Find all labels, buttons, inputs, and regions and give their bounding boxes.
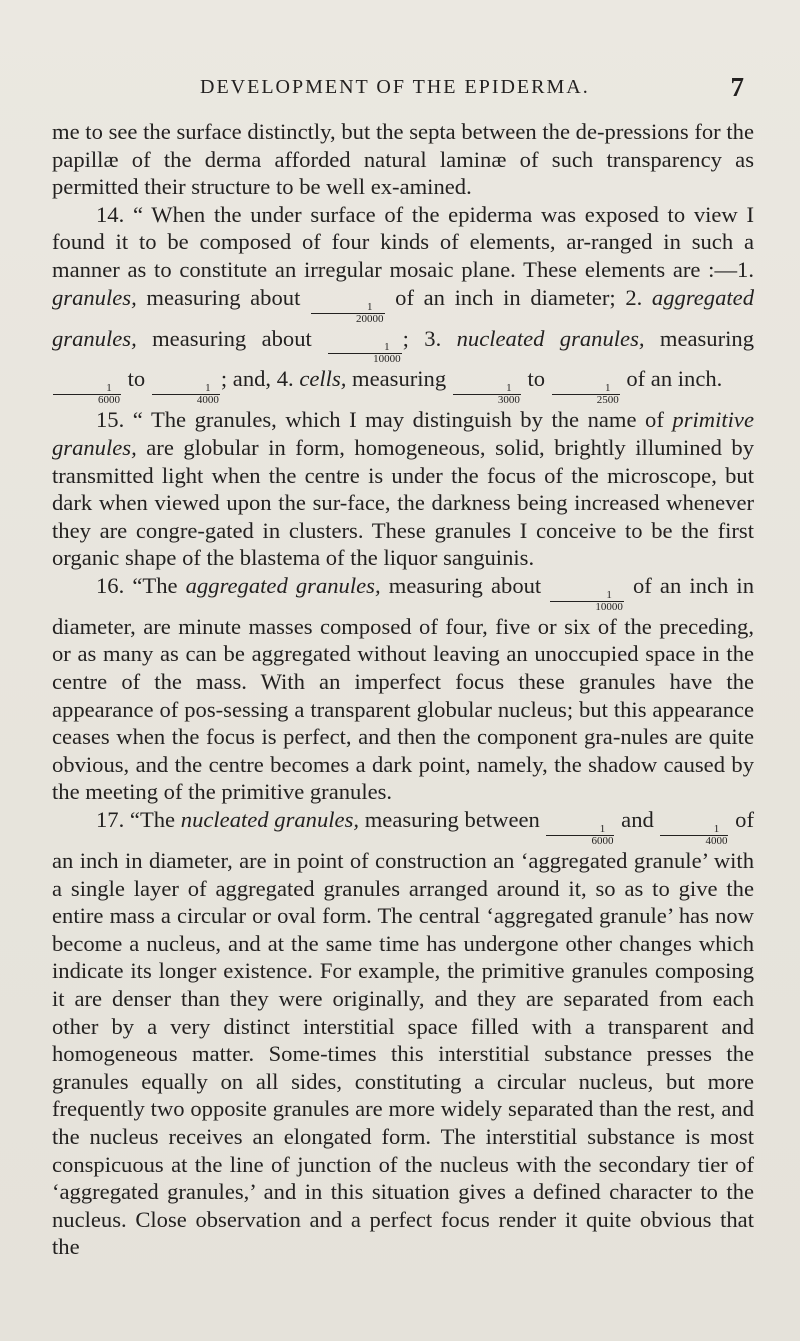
- fraction: [546, 824, 614, 847]
- paragraph-p16: [52, 572, 754, 806]
- fraction-denominator: 3000: [453, 394, 521, 406]
- fraction-numerator: 1: [205, 382, 211, 395]
- text-run: to: [122, 366, 151, 392]
- text-run: ; 3.: [402, 325, 457, 351]
- fraction: [152, 383, 220, 406]
- text-run: ; and, 4.: [220, 366, 300, 392]
- fraction-denominator: 4000: [152, 394, 220, 406]
- text-run: 17. “The: [96, 807, 181, 833]
- italic-term: granules,: [52, 284, 137, 310]
- running-header: [52, 72, 754, 110]
- fraction-numerator: 1: [599, 822, 606, 835]
- text-run: measuring between: [359, 807, 546, 833]
- fraction-numerator: 1: [604, 382, 611, 395]
- fraction-denominator: 6000: [53, 394, 121, 406]
- fraction-numerator: 1: [367, 300, 373, 313]
- text-run: of an inch in diameter, are in point of construction an ‘aggregated granule’ with a single layer of aggregated granules arranged around it, so as to give the entire mass a circular or oval form. The central ‘aggregated granule’ has now become a nucleus, and at the same time has undergone other changes which indicate its longer existence. For example, the primitive granules composing it are denser than they were originally, and they are separated from each other by a very distinct interstitial space filled with a transparent and homogeneous matter. Some-times this interstitial substance presses the granules equally on all sides, constituting a circular nucleus, but more frequently two opposite granules are more widely separated than the rest, and the nucleus receives an elongated form. The interstitial substance is most conspicuous at the line of junction of the nucleus with the secondary tier of ‘aggregated granules,’ and in this situation gives a defined character to the nucleus. Close observation and a perfect focus render it quite obvious that the: [52, 807, 754, 1260]
- fraction: [550, 590, 624, 613]
- fraction: [311, 302, 385, 325]
- paragraph-p15: [52, 406, 754, 572]
- italic-term: aggregated granules,: [185, 572, 381, 598]
- text-run: 16. “The: [96, 572, 186, 598]
- text-run: 14. “ When the under surface of the epiderma was exposed to view I found it to be composed of four kinds of elements, ar-ranged in such a manner as to constitute an irregular mosaic plane. These elements are :—1.: [52, 201, 754, 282]
- italic-term: primitive granules,: [52, 407, 754, 460]
- fraction-denominator: 10000: [550, 601, 624, 613]
- text-run: measuring: [644, 325, 754, 351]
- text-run: measuring: [346, 366, 452, 392]
- fraction-numerator: 1: [384, 341, 390, 354]
- fraction-denominator: 10000: [328, 353, 402, 365]
- text-run: measuring about: [136, 325, 328, 351]
- text-run: of an inch in diameter, are minute masses composed of four, five or six of the preceding, or as many as can be aggregated without leaving an unoccupied space in the centre of the mass. With an imperfect focus these granules have the appearance of pos-sessing a transparent globular nucleus; but this appearance ceases when the focus is perfect, and then the component gra-nules are quite obvious, and the centre becomes a dark point, namely, the shadow caused by the meeting of the primitive granules.: [52, 572, 754, 805]
- text-run: of an inch in diameter; 2.: [385, 284, 652, 310]
- fraction-numerator: 1: [106, 382, 112, 395]
- fraction: [328, 342, 402, 365]
- paragraph-p14: [52, 201, 754, 407]
- text-run: me to see the surface distinctly, but the septa between the de-pressions for the papillæ of the derma afforded natural laminæ of such transparency as permitted their structure to be well ex-amined.: [52, 119, 754, 200]
- text-run: 15. “ The granules, which I may distinguish by the name of: [96, 407, 673, 433]
- text-run: and: [615, 807, 660, 833]
- fraction: [53, 383, 121, 406]
- fraction-denominator: 4000: [660, 835, 728, 847]
- italic-term: nucleated granules,: [456, 325, 645, 351]
- page-number: 7: [730, 72, 746, 102]
- fraction-numerator: 1: [713, 822, 720, 835]
- text-run: of an inch.: [620, 366, 723, 392]
- fraction-denominator: 6000: [546, 835, 614, 847]
- fraction-denominator: 20000: [311, 313, 385, 325]
- italic-term: aggregated granules,: [52, 284, 754, 351]
- fraction: [552, 383, 620, 406]
- italic-term: nucleated granules,: [180, 807, 360, 833]
- italic-term: cells,: [299, 366, 347, 392]
- paragraph-p0: [52, 118, 754, 201]
- text-run: measuring about: [136, 284, 310, 310]
- running-title: DEVELOPMENT OF THE EPIDERMA.: [200, 76, 590, 98]
- text-run: measuring about: [380, 572, 550, 598]
- text-run: are globular in form, homogeneous, solid, brightly illumined by transmitted light when the centre is under the focus of the microscope, but dark when viewed upon the sur-face, the darkness being increased whenever they are congre-gated in clusters. These granules I conceive to be the first organic shape of the blastema of the liquor sanguinis.: [52, 434, 754, 571]
- body-text: [52, 118, 754, 1261]
- fraction-numerator: 1: [606, 588, 612, 601]
- fraction-denominator: 2500: [552, 394, 620, 406]
- fraction: [453, 383, 521, 406]
- paragraph-p17: [52, 806, 754, 1261]
- fraction-numerator: 1: [506, 382, 512, 395]
- fraction: [660, 824, 728, 847]
- text-run: to: [521, 366, 551, 392]
